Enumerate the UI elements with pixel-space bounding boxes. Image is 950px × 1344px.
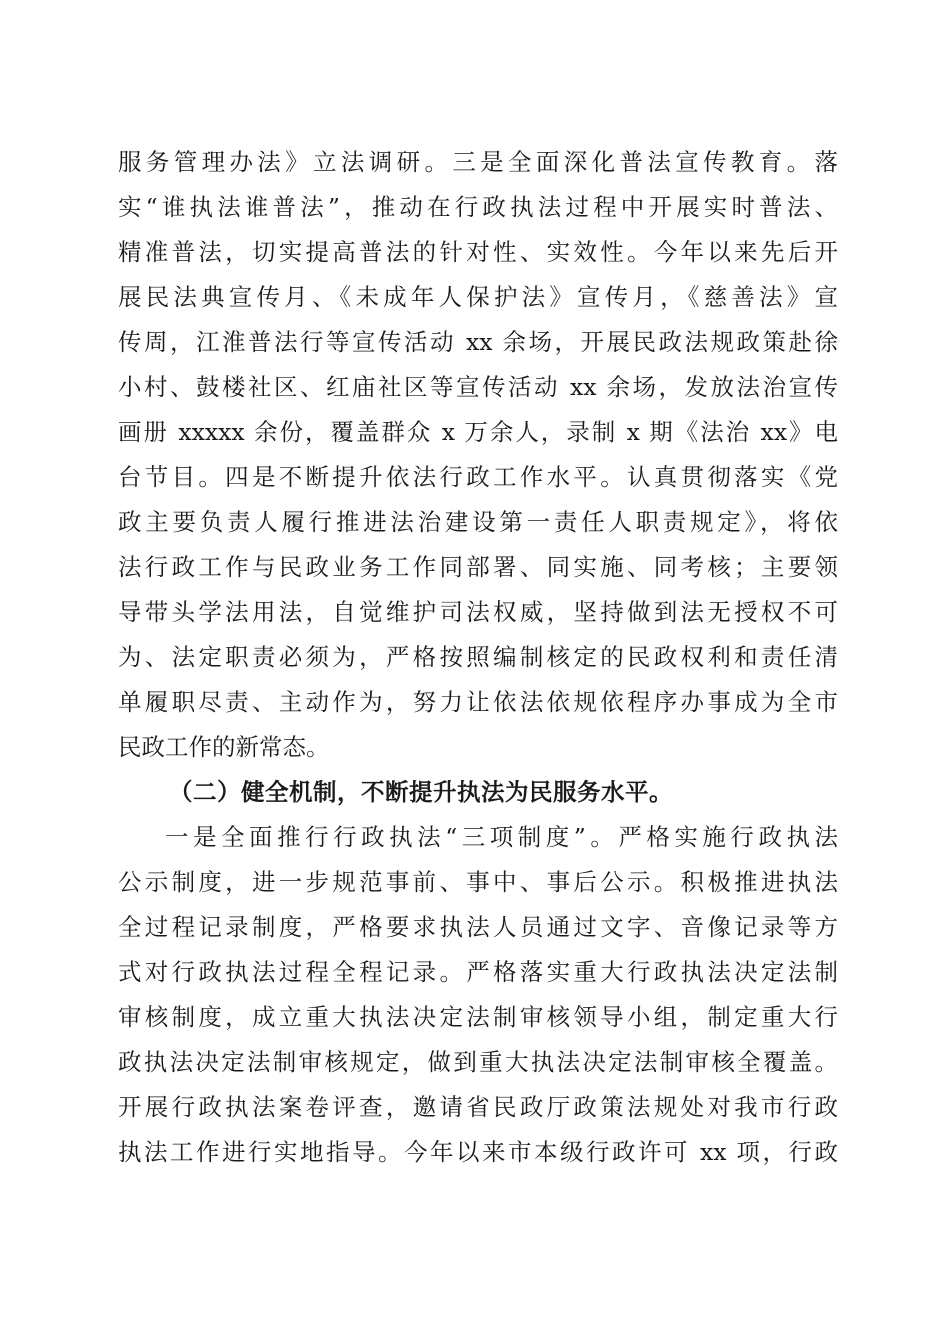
text-line: 开展行政执法案卷评查，邀请省民政厅政策法规处对我市行政 — [118, 1093, 838, 1121]
text-line: 执法工作进行实地指导。今年以来市本级行政许可 xx 项，行政 — [118, 1138, 838, 1166]
text-line: 法行政工作与民政业务工作同部署、同实施、同考核；主要领 — [118, 553, 838, 581]
text-line: 一是全面推行行政执法“三项制度”。严格实施行政执法 — [165, 823, 838, 851]
text-line: 为、法定职责必须为，严格按照编制核定的民政权利和责任清 — [118, 643, 838, 671]
section-heading: （二）健全机制，不断提升执法为民服务水平。 — [169, 778, 673, 806]
text-line: 全过程记录制度，严格要求执法人员通过文字、音像记录等方 — [118, 913, 838, 941]
text-line: 单履职尽责、主动作为，努力让依法依规依程序办事成为全市 — [118, 688, 838, 716]
text-line: 式对行政执法过程全程记录。严格落实重大行政执法决定法制 — [118, 958, 838, 986]
paragraph-2 — [118, 815, 838, 1175]
text-line: 审核制度，成立重大执法决定法制审核领导小组，制定重大行 — [118, 1003, 838, 1031]
text-line: 服务管理办法》立法调研。三是全面深化普法宣传教育。落 — [118, 148, 838, 176]
text-line: 实“谁执法谁普法”，推动在行政执法过程中开展实时普法、 — [118, 193, 838, 221]
text-line: 小村、鼓楼社区、红庙社区等宣传活动 xx 余场，发放法治宣传 — [118, 373, 838, 401]
text-line: 民政工作的新常态。 — [118, 733, 330, 761]
paragraph-1 — [118, 140, 838, 770]
text-line: 画册 xxxxx 余份，覆盖群众 x 万余人，录制 x 期《法治 xx》电 — [118, 418, 838, 446]
text-line: 政执法决定法制审核规定，做到重大执法决定法制审核全覆盖。 — [118, 1048, 838, 1076]
text-line: 精准普法，切实提高普法的针对性、实效性。今年以来先后开 — [118, 238, 838, 266]
text-line: 展民法典宣传月、《未成年人保护法》宣传月，《慈善法》宣 — [118, 283, 838, 311]
document-body — [118, 140, 838, 1175]
text-line: 公示制度，进一步规范事前、事中、事后公示。积极推进执法 — [118, 868, 838, 896]
text-line: 政主要负责人履行推进法治建设第一责任人职责规定》，将依 — [118, 508, 838, 536]
text-line: 传周，江淮普法行等宣传活动 xx 余场，开展民政法规政策赴徐 — [118, 328, 838, 356]
text-line: 台节目。四是不断提升依法行政工作水平。认真贯彻落实《党 — [118, 463, 838, 491]
text-line: 导带头学法用法，自觉维护司法权威，坚持做到法无授权不可 — [118, 598, 838, 626]
